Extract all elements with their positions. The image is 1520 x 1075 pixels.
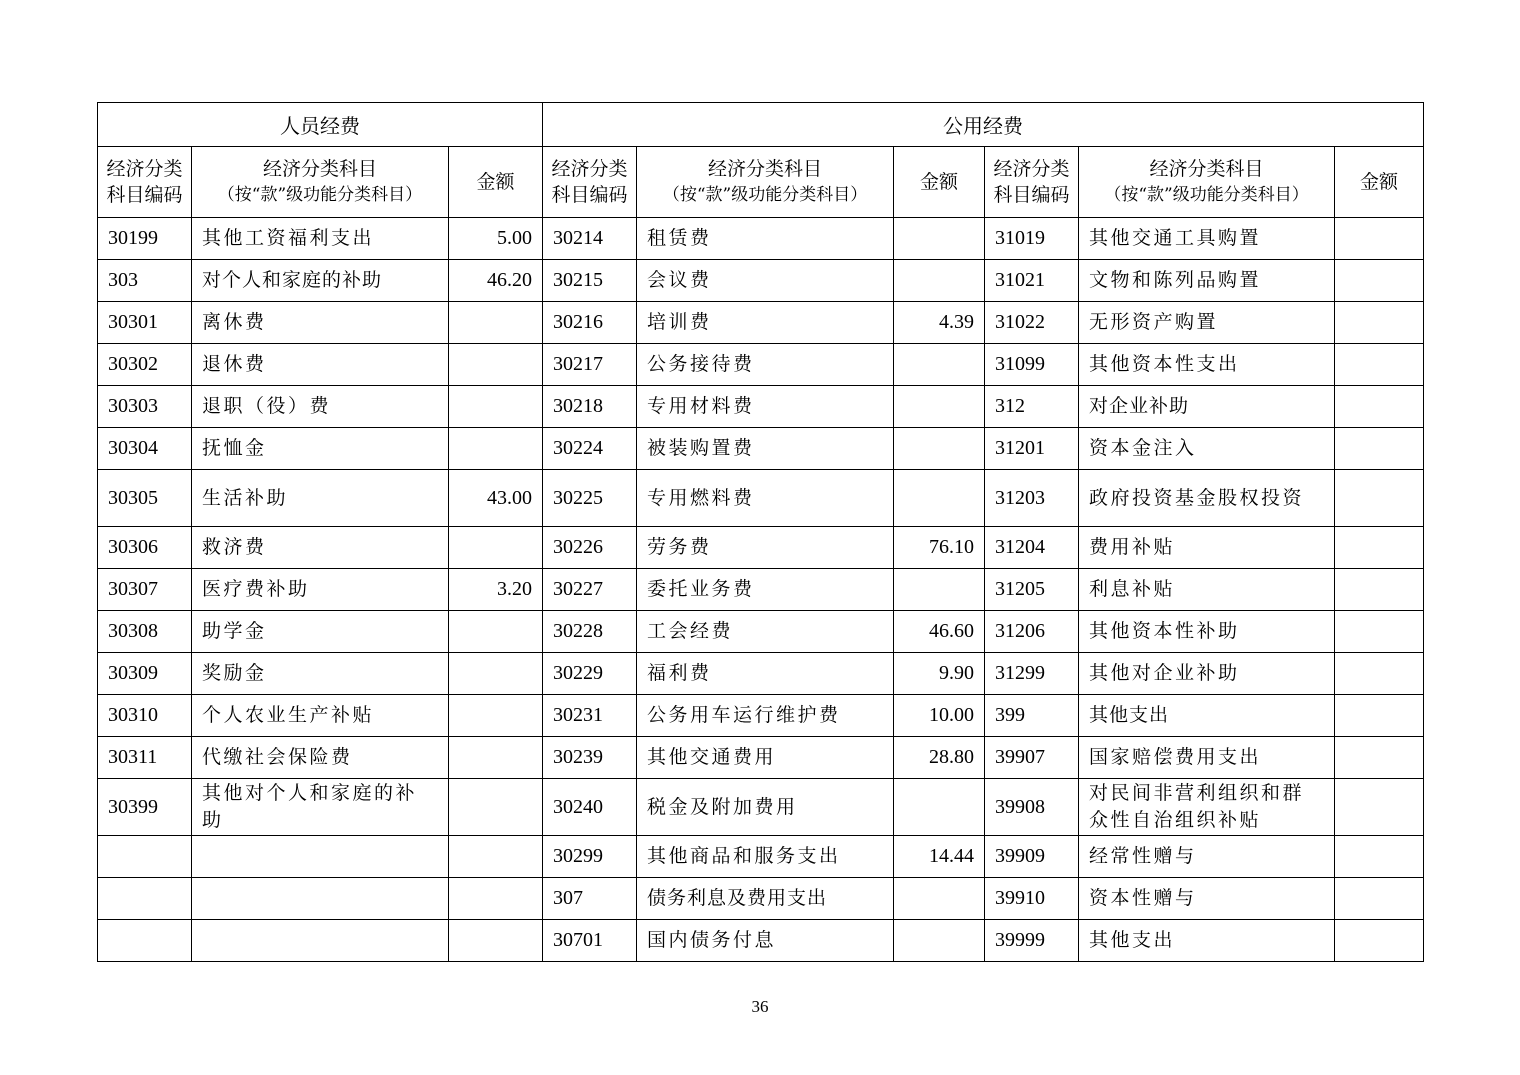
amount-value (1335, 260, 1424, 302)
amount-value (449, 836, 543, 878)
subject-code (98, 878, 192, 920)
subject-code: 30302 (98, 344, 192, 386)
table-row (98, 527, 1424, 569)
amount-value (894, 344, 985, 386)
subject-column-header (637, 147, 894, 218)
subject-code: 30224 (543, 428, 637, 470)
subject-code: 30239 (543, 737, 637, 779)
subject-code (98, 836, 192, 878)
subject-name: 债务利息及费用支出 (637, 878, 894, 920)
public-expense-header: 公用经费 (543, 103, 1424, 147)
amount-value (1335, 428, 1424, 470)
amount-value (894, 428, 985, 470)
subject-column-header (192, 147, 449, 218)
subject-code: 39999 (985, 920, 1079, 962)
amount-value: 3.20 (449, 569, 543, 611)
subject-header-line2: （按“款”级功能分类科目） (662, 185, 868, 205)
subject-name: 其他对企业补助 (1079, 653, 1335, 695)
amount-value (1335, 470, 1424, 527)
table-row (98, 695, 1424, 737)
subject-name: 公务用车运行维护费 (637, 695, 894, 737)
subject-code: 31299 (985, 653, 1079, 695)
subject-name: 会议费 (637, 260, 894, 302)
subject-code: 30701 (543, 920, 637, 962)
subject-code: 30216 (543, 302, 637, 344)
subject-code: 30229 (543, 653, 637, 695)
subject-name: 国家赔偿费用支出 (1079, 737, 1335, 779)
amount-value (1335, 779, 1424, 836)
subject-name: 其他商品和服务支出 (637, 836, 894, 878)
amount-value: 76.10 (894, 527, 985, 569)
subject-name: 救济费 (192, 527, 449, 569)
subject-name: 其他支出 (1079, 920, 1335, 962)
subject-code: 31099 (985, 344, 1079, 386)
amount-value (449, 527, 543, 569)
subject-header-line2: （按“款”级功能分类科目） (1104, 185, 1309, 205)
subject-code: 30299 (543, 836, 637, 878)
subject-code: 30303 (98, 386, 192, 428)
subject-code: 307 (543, 878, 637, 920)
subject-name: 专用燃料费 (637, 470, 894, 527)
subject-code (98, 920, 192, 962)
subject-name: 其他对个人和家庭的补助 (192, 779, 449, 836)
amount-column-header: 金额 (894, 147, 985, 218)
subject-code: 30305 (98, 470, 192, 527)
table-row (98, 428, 1424, 470)
subject-code: 30228 (543, 611, 637, 653)
subject-code: 30225 (543, 470, 637, 527)
table-row (98, 470, 1424, 527)
subject-name: 其他工资福利支出 (192, 218, 449, 260)
table-row (98, 779, 1424, 836)
subject-name: 其他资本性补助 (1079, 611, 1335, 653)
amount-value (1335, 527, 1424, 569)
subject-code: 30227 (543, 569, 637, 611)
amount-value (1335, 920, 1424, 962)
subject-name: 助学金 (192, 611, 449, 653)
table-row (98, 302, 1424, 344)
table-row (98, 260, 1424, 302)
subject-name: 工会经费 (637, 611, 894, 653)
amount-value (449, 779, 543, 836)
amount-value (1335, 737, 1424, 779)
subject-code: 30309 (98, 653, 192, 695)
subject-name (192, 878, 449, 920)
subject-name: 无形资产购置 (1079, 302, 1335, 344)
amount-value: 43.00 (449, 470, 543, 527)
subject-code: 30231 (543, 695, 637, 737)
subject-name: 委托业务费 (637, 569, 894, 611)
amount-value (449, 386, 543, 428)
code-header-line2: 科目编码 (551, 184, 628, 206)
code-column-header (543, 147, 637, 218)
subject-name: 资本金注入 (1079, 428, 1335, 470)
subject-header-line1: 经济分类科目 (708, 158, 823, 180)
subject-name: 奖励金 (192, 653, 449, 695)
subject-code: 39908 (985, 779, 1079, 836)
subject-code: 30240 (543, 779, 637, 836)
amount-value (894, 218, 985, 260)
table-row (98, 344, 1424, 386)
subject-name (192, 836, 449, 878)
subject-code: 31201 (985, 428, 1079, 470)
subject-name: 退职（役）费 (192, 386, 449, 428)
amount-value (1335, 344, 1424, 386)
subject-name: 税金及附加费用 (637, 779, 894, 836)
amount-value (1335, 836, 1424, 878)
table-row (98, 218, 1424, 260)
subject-code: 30307 (98, 569, 192, 611)
subject-name: 对民间非营利组织和群众性自治组织补贴 (1079, 779, 1335, 836)
amount-value (449, 611, 543, 653)
subject-name: 对个人和家庭的补助 (192, 260, 449, 302)
amount-value: 14.44 (894, 836, 985, 878)
amount-value (894, 386, 985, 428)
subject-code: 31205 (985, 569, 1079, 611)
table-row (98, 569, 1424, 611)
subject-code: 312 (985, 386, 1079, 428)
subject-name: 其他交通工具购置 (1079, 218, 1335, 260)
subject-code: 303 (98, 260, 192, 302)
code-column-header (985, 147, 1079, 218)
subject-name: 福利费 (637, 653, 894, 695)
subject-name: 公务接待费 (637, 344, 894, 386)
subject-name: 医疗费补助 (192, 569, 449, 611)
amount-value (894, 878, 985, 920)
subject-code: 30308 (98, 611, 192, 653)
subject-code: 30214 (543, 218, 637, 260)
amount-value (894, 920, 985, 962)
subject-name: 抚恤金 (192, 428, 449, 470)
subject-code: 39909 (985, 836, 1079, 878)
amount-value: 5.00 (449, 218, 543, 260)
amount-value (1335, 569, 1424, 611)
subject-header-line2: （按“款”级功能分类科目） (217, 185, 423, 205)
amount-value (1335, 611, 1424, 653)
subject-column-header (1079, 147, 1335, 218)
table-row (98, 386, 1424, 428)
subject-code: 30301 (98, 302, 192, 344)
subject-code: 30311 (98, 737, 192, 779)
subject-name: 租赁费 (637, 218, 894, 260)
amount-value (894, 260, 985, 302)
amount-value (449, 695, 543, 737)
subject-code: 31206 (985, 611, 1079, 653)
subject-code: 30215 (543, 260, 637, 302)
amount-value (894, 779, 985, 836)
amount-value (449, 344, 543, 386)
subject-name: 其他交通费用 (637, 737, 894, 779)
code-header-line1: 经济分类 (106, 158, 183, 180)
table-row (98, 878, 1424, 920)
subject-name: 费用补贴 (1079, 527, 1335, 569)
subject-name (192, 920, 449, 962)
amount-value (1335, 878, 1424, 920)
amount-value (1335, 695, 1424, 737)
amount-value: 10.00 (894, 695, 985, 737)
subject-name: 经常性赠与 (1079, 836, 1335, 878)
subject-code: 30226 (543, 527, 637, 569)
subject-name: 被装购置费 (637, 428, 894, 470)
amount-value (1335, 386, 1424, 428)
amount-value: 46.60 (894, 611, 985, 653)
amount-value (1335, 653, 1424, 695)
subject-code: 30304 (98, 428, 192, 470)
subject-name: 对企业补助 (1079, 386, 1335, 428)
code-header-line2: 科目编码 (106, 184, 183, 206)
subject-name: 离休费 (192, 302, 449, 344)
subject-name: 资本性赠与 (1079, 878, 1335, 920)
subject-code: 30217 (543, 344, 637, 386)
subject-name: 代缴社会保险费 (192, 737, 449, 779)
amount-value (449, 302, 543, 344)
amount-value (1335, 302, 1424, 344)
subject-code: 31203 (985, 470, 1079, 527)
subject-name: 培训费 (637, 302, 894, 344)
code-header-line1: 经济分类 (551, 158, 628, 180)
subject-name: 专用材料费 (637, 386, 894, 428)
amount-value (894, 569, 985, 611)
subject-name: 利息补贴 (1079, 569, 1335, 611)
subject-name: 退休费 (192, 344, 449, 386)
expenditure-table (97, 102, 1424, 962)
code-header-line1: 经济分类 (993, 158, 1070, 180)
code-header-line2: 科目编码 (993, 184, 1070, 206)
amount-value (449, 653, 543, 695)
table-row (98, 836, 1424, 878)
subject-code: 30306 (98, 527, 192, 569)
amount-value: 28.80 (894, 737, 985, 779)
subject-header-line1: 经济分类科目 (1149, 158, 1264, 180)
subject-code: 39907 (985, 737, 1079, 779)
table-row (98, 737, 1424, 779)
amount-value (449, 878, 543, 920)
subject-code: 31021 (985, 260, 1079, 302)
subject-code: 30218 (543, 386, 637, 428)
subject-name: 国内债务付息 (637, 920, 894, 962)
subject-header-line1: 经济分类科目 (262, 158, 377, 180)
subject-name: 生活补助 (192, 470, 449, 527)
subject-name: 劳务费 (637, 527, 894, 569)
amount-value (894, 470, 985, 527)
personnel-expense-header: 人员经费 (98, 103, 543, 147)
subject-code: 30310 (98, 695, 192, 737)
subject-name: 文物和陈列品购置 (1079, 260, 1335, 302)
subject-code: 30199 (98, 218, 192, 260)
code-column-header (98, 147, 192, 218)
table-row (98, 611, 1424, 653)
amount-value: 9.90 (894, 653, 985, 695)
subject-code: 39910 (985, 878, 1079, 920)
subject-name: 政府投资基金股权投资 (1079, 470, 1335, 527)
page-number: 36 (751, 997, 769, 1016)
amount-value (1335, 218, 1424, 260)
amount-column-header: 金额 (1335, 147, 1424, 218)
amount-value (449, 737, 543, 779)
amount-value (449, 920, 543, 962)
table-row (98, 920, 1424, 962)
amount-value: 46.20 (449, 260, 543, 302)
amount-value: 4.39 (894, 302, 985, 344)
amount-column-header: 金额 (449, 147, 543, 218)
subject-name: 个人农业生产补贴 (192, 695, 449, 737)
subject-code: 30399 (98, 779, 192, 836)
subject-code: 31019 (985, 218, 1079, 260)
table-row (98, 653, 1424, 695)
subject-code: 31204 (985, 527, 1079, 569)
subject-name: 其他支出 (1079, 695, 1335, 737)
amount-value (449, 428, 543, 470)
subject-code: 399 (985, 695, 1079, 737)
subject-code: 31022 (985, 302, 1079, 344)
subject-name: 其他资本性支出 (1079, 344, 1335, 386)
